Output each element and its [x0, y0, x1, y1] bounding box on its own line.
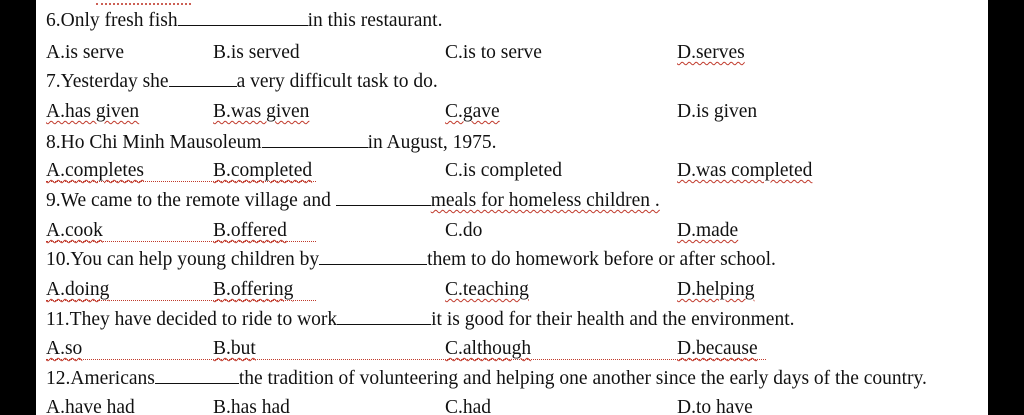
question-12-option-a[interactable]: A.have had [46, 397, 135, 415]
question-10-option-d[interactable]: D.helping [677, 279, 755, 300]
question-10-option-b[interactable]: B.offering [213, 279, 294, 300]
question-8-suffix: in August, 1975. [367, 132, 497, 153]
question-9-option-c[interactable]: C.do [445, 220, 483, 241]
cropped-header-mark [96, 0, 191, 5]
question-7-prefix: 7.Yesterday she [46, 71, 169, 92]
question-8-prefix: 8.Ho Chi Minh Mausoleum [46, 132, 262, 153]
question-7-option-a[interactable]: A.has given [46, 101, 140, 122]
question-8-option-a[interactable]: A.completes [46, 160, 145, 181]
question-6-option-c[interactable]: C.is to serve [445, 42, 542, 63]
question-10-suffix: them to do homework before or after school. [427, 249, 776, 270]
question-11-option-a[interactable]: A.so [46, 338, 83, 359]
question-6-option-a[interactable]: A.is serve [46, 42, 124, 63]
question-12-option-b[interactable]: B.has had [213, 397, 290, 415]
question-9-prefix: 9.We came to the remote village and [46, 190, 331, 211]
question-6-options [36, 38, 988, 68]
question-8-stem [46, 128, 497, 158]
question-9-option-b[interactable]: B.offered [213, 220, 287, 241]
question-7-option-c[interactable]: C.gave [445, 101, 500, 122]
question-9-spellcheck-mark [46, 238, 316, 242]
question-6-prefix: 6.Only fresh fish [46, 10, 178, 31]
worksheet-page [36, 0, 988, 415]
question-7-option-b[interactable]: B.was given [213, 101, 310, 122]
question-6-option-d[interactable]: D.serves [677, 42, 745, 63]
question-7-option-d[interactable]: D.is given [677, 101, 758, 122]
question-9-option-d[interactable]: D.made [677, 220, 739, 241]
question-11-option-c[interactable]: C.although [445, 338, 532, 359]
question-8-option-b[interactable]: B.completed [213, 160, 313, 181]
question-12-stem [46, 364, 927, 394]
question-10-spellcheck-mark [46, 297, 316, 301]
question-8-blank[interactable] [262, 129, 368, 148]
question-7-stem [46, 67, 438, 97]
question-6-suffix: in this restaurant. [307, 10, 443, 31]
question-9-blank[interactable] [336, 187, 431, 206]
question-11-prefix: 11.They have decided to ride to work [46, 309, 338, 330]
question-8-option-c[interactable]: C.is completed [445, 160, 562, 181]
question-6-option-b[interactable]: B.is served [213, 42, 300, 63]
question-12-suffix: the tradition of volunteering and helping one another since the early days of the country. [238, 368, 927, 389]
question-11-spellcheck-mark [46, 356, 766, 360]
question-7-blank[interactable] [169, 68, 237, 87]
question-12-option-c[interactable]: C.had [445, 397, 492, 415]
question-11-blank[interactable] [337, 306, 431, 325]
question-6-blank[interactable] [178, 7, 308, 26]
question-10-stem [46, 245, 776, 275]
question-12-options [36, 393, 988, 415]
question-11-stem [46, 305, 795, 335]
question-7-options [36, 97, 988, 127]
question-11-suffix: it is good for their health and the environment. [431, 309, 795, 330]
question-8-spellcheck-mark [46, 178, 316, 182]
question-11-option-b[interactable]: B.but [213, 338, 256, 359]
question-9-suffix: meals for homeless children . [430, 190, 660, 211]
question-10-option-a[interactable]: A.doing [46, 279, 110, 300]
question-10-blank[interactable] [319, 246, 427, 265]
question-8-option-d[interactable]: D.was completed [677, 160, 813, 181]
question-10-option-c[interactable]: C.teaching [445, 279, 529, 300]
question-11-option-d[interactable]: D.because [677, 338, 758, 359]
question-7-suffix: a very difficult task to do. [236, 71, 438, 92]
question-6-stem [46, 6, 442, 36]
question-12-prefix: 12.Americans [46, 368, 155, 389]
question-10-prefix: 10.You can help young children by [46, 249, 320, 270]
question-12-blank[interactable] [155, 365, 239, 384]
question-9-option-a[interactable]: A.cook [46, 220, 103, 241]
question-12-option-d[interactable]: D.to have [677, 397, 753, 415]
question-9-stem [46, 186, 660, 216]
